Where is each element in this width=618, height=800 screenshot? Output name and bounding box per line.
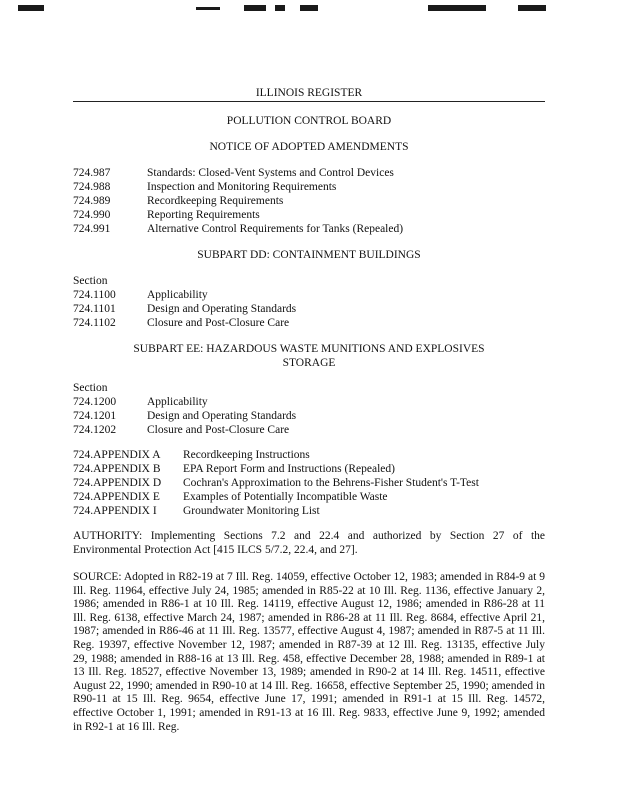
section-number: 724.1100 <box>73 289 116 301</box>
section-number: 724.1201 <box>73 410 117 422</box>
subpart-ee-heading <box>73 342 545 370</box>
scan-artifact <box>275 5 285 11</box>
section-number: 724.1200 <box>73 396 117 408</box>
section-number: 724.987 <box>73 167 111 179</box>
scan-artifact <box>244 5 266 11</box>
authority-paragraph: AUTHORITY: Implementing Sections 7.2 and 22.4 and authorized by Section 27 of the Environmental Protection Act [415 ILCS 5/7.2, 22.4, and 27]. <box>73 530 545 556</box>
section-title: Reporting Requirements <box>147 209 260 221</box>
source-paragraph: SOURCE: Adopted in R82-19 at 7 Ill. Reg. 14059, effective October 12, 1983; amended in R84-9 at 9 Ill. Reg. 11964, effective July 24, 1985; amended in R85-22 at 10 Ill. Reg. 1136, effective January 2, 1986; amended in R86-1 at 10 Ill. Reg. 14119, effective August 12, 1986; amended in R86-28 at 11 Ill. Reg. 6138, effective March 24, 1987; amended in R86-28 at 11 Ill. Reg. 8684, effective April 21, 1987; amended in R86-46 at 11 Ill. Reg. 13577, effective August 4, 1987; amended in R87-5 at 11 Ill. Reg. 19397, effective November 12, 1987; amended in R87-39 at 12 Ill. Reg. 13135, effective July 29, 1988; amended in R88-16 at 13 Ill. Reg. 458, effective December 28, 1988; amended in R89-1 at 13 Ill. Reg. 18527, effective November 13, 1989; amended in R90-2 at 14 Ill. Reg. 14511, effective August 22, 1990; amended in R90-10 at 14 Ill. Reg. 16658, effective September 25, 1990; amended in R90-11 at 15 Ill. Reg. 9654, effective June 17, 1991; amended in R91-1 at 15 Ill. Reg. 14572, effective October 1, 1991; amended in R91-13 at 16 Ill. Reg. 9833, effective June 9, 1992; amended in R92-1 at 16 Ill. Reg. <box>73 571 545 733</box>
scan-artifact <box>428 5 486 11</box>
section-title: Closure and Post-Closure Care <box>147 317 290 329</box>
board-title: POLLUTION CONTROL BOARD <box>226 115 392 127</box>
list-item <box>73 222 543 236</box>
appendix-title: Groundwater Monitoring List <box>183 505 320 517</box>
subpart-dd-list <box>73 274 543 330</box>
list-item <box>73 409 543 423</box>
section-title: Design and Operating Standards <box>147 303 297 315</box>
scan-artifact <box>300 5 318 11</box>
list-item <box>73 166 543 180</box>
list-item <box>73 302 543 316</box>
list-item <box>73 208 543 222</box>
list-item <box>73 476 543 490</box>
scan-artifact <box>18 5 44 11</box>
appendix-number: 724.APPENDIX E <box>73 491 160 503</box>
section-title: Design and Operating Standards <box>147 410 297 422</box>
section-number: 724.1101 <box>73 303 116 315</box>
section-title: Alternative Control Requirements for Tanks (Repealed) <box>147 223 404 235</box>
list-item <box>73 462 543 476</box>
appendix-title: Cochran's Approximation to the Behrens-Fisher Student's T-Test <box>183 477 479 489</box>
appendix-number: 724.APPENDIX B <box>73 463 161 475</box>
scan-artifact <box>518 5 546 11</box>
section-number: 724.991 <box>73 223 111 235</box>
section-number: 724.1102 <box>73 317 116 329</box>
list-item <box>73 288 543 302</box>
section-number: 724.1202 <box>73 424 117 436</box>
list-item <box>73 194 543 208</box>
list-item <box>73 504 543 518</box>
section-number: 724.988 <box>73 181 111 193</box>
section-title: Inspection and Monitoring Requirements <box>147 181 337 193</box>
appendix-number: 724.APPENDIX A <box>73 449 161 461</box>
section-label: Section <box>73 382 108 394</box>
appendix-title: Examples of Potentially Incompatible Waste <box>183 491 388 503</box>
section-number: 724.989 <box>73 195 111 207</box>
section-title: Standards: Closed-Vent Systems and Control Devices <box>147 167 394 179</box>
section-list-top <box>73 166 543 236</box>
list-item <box>73 180 543 194</box>
register-header: ILLINOIS REGISTER <box>73 86 545 102</box>
list-item <box>73 448 543 462</box>
list-item <box>73 395 543 409</box>
list-item <box>73 423 543 437</box>
notice-title: NOTICE OF ADOPTED AMENDMENTS <box>209 141 409 153</box>
appendix-title: EPA Report Form and Instructions (Repealed) <box>183 463 395 475</box>
appendix-title: Recordkeeping Instructions <box>183 449 310 461</box>
subpart-ee-heading-line2: STORAGE <box>282 357 336 369</box>
section-label: Section <box>73 275 108 287</box>
subpart-dd-heading: SUBPART DD: CONTAINMENT BUILDINGS <box>197 249 421 261</box>
section-number: 724.990 <box>73 209 111 221</box>
list-item <box>73 316 543 330</box>
subpart-ee-list <box>73 381 543 437</box>
section-title: Applicability <box>147 289 208 301</box>
appendix-list <box>73 448 543 518</box>
subpart-ee-heading-line1: SUBPART EE: HAZARDOUS WASTE MUNITIONS AND EXPLOSIVES <box>133 343 485 355</box>
section-title: Recordkeeping Requirements <box>147 195 284 207</box>
appendix-number: 724.APPENDIX I <box>73 505 157 517</box>
section-title: Closure and Post-Closure Care <box>147 424 290 436</box>
list-item <box>73 490 543 504</box>
appendix-number: 724.APPENDIX D <box>73 477 162 489</box>
section-title: Applicability <box>147 396 208 408</box>
scan-artifact <box>196 7 220 10</box>
